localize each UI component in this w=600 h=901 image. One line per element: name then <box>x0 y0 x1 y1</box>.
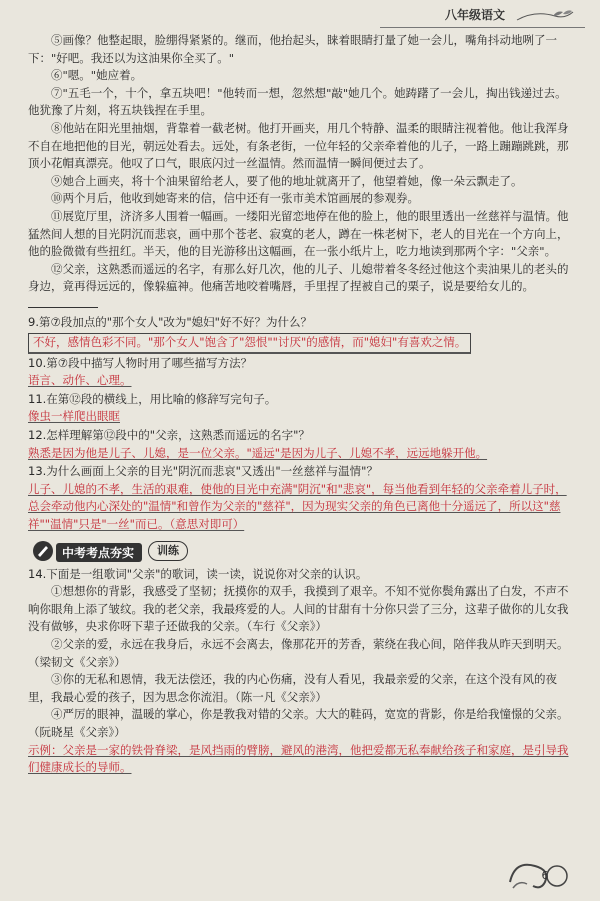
answer-13: 儿子、儿媳的不孝，生活的艰难，使他的目光中充满"阴沉"和"悲哀"，每当他看到年轻的父亲牵着儿子时，总会牵动他内心深处的"温情"和曾作为父亲的"慈祥"，因为现实父亲的角色已离他十分遥远了，所以这"慈祥""温情"只是"一丝"而已。（意思对即可） <box>28 481 567 532</box>
content <box>28 32 576 778</box>
question-11: 11.在第⑫段的横线上，用比喻的修辞写完句子。 <box>28 391 277 406</box>
passage-paragraph-text: ⑫父亲，这熟悉而遥远的名字，有那么好几次，他的儿子、儿媳带着冬冬经过他这个卖油果儿的老头的身边，竟再得远远的，像躲瘟神。他痛苦地咬着嘴唇，手里捏了捏被自己的栗子，说是要给女儿的。 <box>28 261 569 294</box>
fill-in-blank[interactable] <box>28 296 98 308</box>
answer-9: 不好，感情色彩不同。"那个女人"饱含了"怨恨""讨厌"的感情，而"媳妇"有喜欢之情。 <box>28 333 471 354</box>
lyric-item: ②父亲的爱，永远在我身后，永远不会离去，像那花开的芳香，萦绕在我心间，陪伴我从昨天到明天。（梁韧文《父亲》） <box>28 637 569 669</box>
answer-14: 示例：父亲是一家的铁骨脊梁，是风挡雨的臂膀，避风的港湾，他把爱都无私奉献给孩子和家庭，是引导我们健康成长的导师。 <box>28 742 569 775</box>
passage-paragraph: ⑪展览厅里，济济多人围着一幅画。一缕阳光留恋地停在他的脸上，他的眼里透出一丝慈祥与温情。他猛然间人想的目光阴沉而悲哀，画中那个苍老、寂寞的老人，蹲在一株老树下，老人的目光在一个方向上，他的脸微微有些扭红。半天，他的目光游移出这幅画，在一张小纸片上，吃力地读到那两个字："父亲"。 <box>28 208 569 259</box>
section-banner-title: 中考考点夯实 <box>56 543 142 562</box>
question-13: 13.为什么画面上父亲的目光"阴沉而悲哀"又透出"一丝慈祥与温情"？ <box>28 464 378 479</box>
passage-paragraph: ⑧他站在阳光里抽烟，背靠着一截老树。他打开画夹，用几个特静、温柔的眼睛注视着他。他让我浑身不自在地把他的目光，朝远处看去。远处，有条老街，一位年轻的父亲牵着他的儿子，一路上蹦蹦跳跳，那顶小花帽真漂亮。他叹了口气，眼底闪过一丝温情。然而温情一瞬间便过去了。 <box>28 120 569 171</box>
question-9: 9.第⑦段加点的"那个女人"改为"媳妇"好不好？为什么？ <box>28 314 312 329</box>
passage-paragraph: ⑥"嗯。"她应着。 <box>51 68 143 83</box>
passage-paragraph: ⑨她合上画夹，将十个油果留给老人，要了他的地址就离开了，他望着她，像一朵云飘走了。 <box>51 173 523 188</box>
header-leaf-decoration-icon <box>515 8 575 24</box>
lyric-item: ③你的无私和恩情，我无法偿还，我的内心伤痛，没有人看见，我最亲爱的父亲，在这个没有风的夜里，我最心爱的孩子，因为思念你流泪。（陈一凡《父亲》） <box>28 672 557 704</box>
question-12: 12.怎样理解第⑫段中的"父亲，这熟悉而遥远的名字"？ <box>28 428 310 443</box>
page-number: 6 <box>541 869 549 882</box>
passage-paragraph: ⑩两个月后，他收到她寄来的信，信中还有一张市美术馆画展的参观券。 <box>51 191 419 206</box>
passage-paragraph: ⑦"五毛一个，十个，拿五块吧！"他转而一想，忽然想"敲"她几个。她踌躇了一会儿，掏出钱递过去。他犹豫了片刻，将五块钱捏在手里。 <box>28 85 567 118</box>
lyric-item: ④严厉的眼神，温暖的掌心，你是教我对错的父亲。大大的鞋码，宽宽的背影，你是给我憧憬的父亲。（阮晓星《父亲》） <box>28 707 569 739</box>
answer-11: 像虫一样爬出眼眶 <box>28 409 120 424</box>
header-rule <box>380 27 585 28</box>
question-14: 14.下面是一组歌词"父亲"的歌词，读一读，说说你对父亲的认识。 <box>28 566 368 581</box>
lyric-item: ①想想你的背影，我感受了坚韧；抚摸你的双手，我摸到了艰辛。不知不觉你鬓角露出了白发，不声不响你眼角上添了皱纹。我的老父亲，我最疼爱的人。人间的甘甜有十分你只尝了三分，这辈子做你的儿女我没有做够，央求你呀下辈子还做我的父亲。（车行《父亲》） <box>28 584 569 634</box>
answer-12: 熟悉是因为他是儿子、儿媳，是一位父亲。"遥远"是因为儿子、儿媳不孝，远远地躲开他。 <box>28 445 488 460</box>
header-title: 八年级语文 <box>445 8 506 22</box>
section-banner-tag: 训练 <box>148 541 188 561</box>
section-banner <box>28 538 576 564</box>
passage-paragraph: ⑤画像？他整起眼，脸绷得紧紧的。继而，他抬起头，睐着眼睛打量了她一会儿，嘴角抖动地咧了一下："好吧。我还以为这油果你全买了。" <box>28 33 557 65</box>
question-10: 10.第⑦段中描写人物时用了哪些描写方法？ <box>28 355 253 370</box>
passage-paragraph <box>28 261 576 314</box>
pen-badge-icon <box>32 540 54 562</box>
answer-10: 语言、动作、心理。 <box>28 373 132 388</box>
